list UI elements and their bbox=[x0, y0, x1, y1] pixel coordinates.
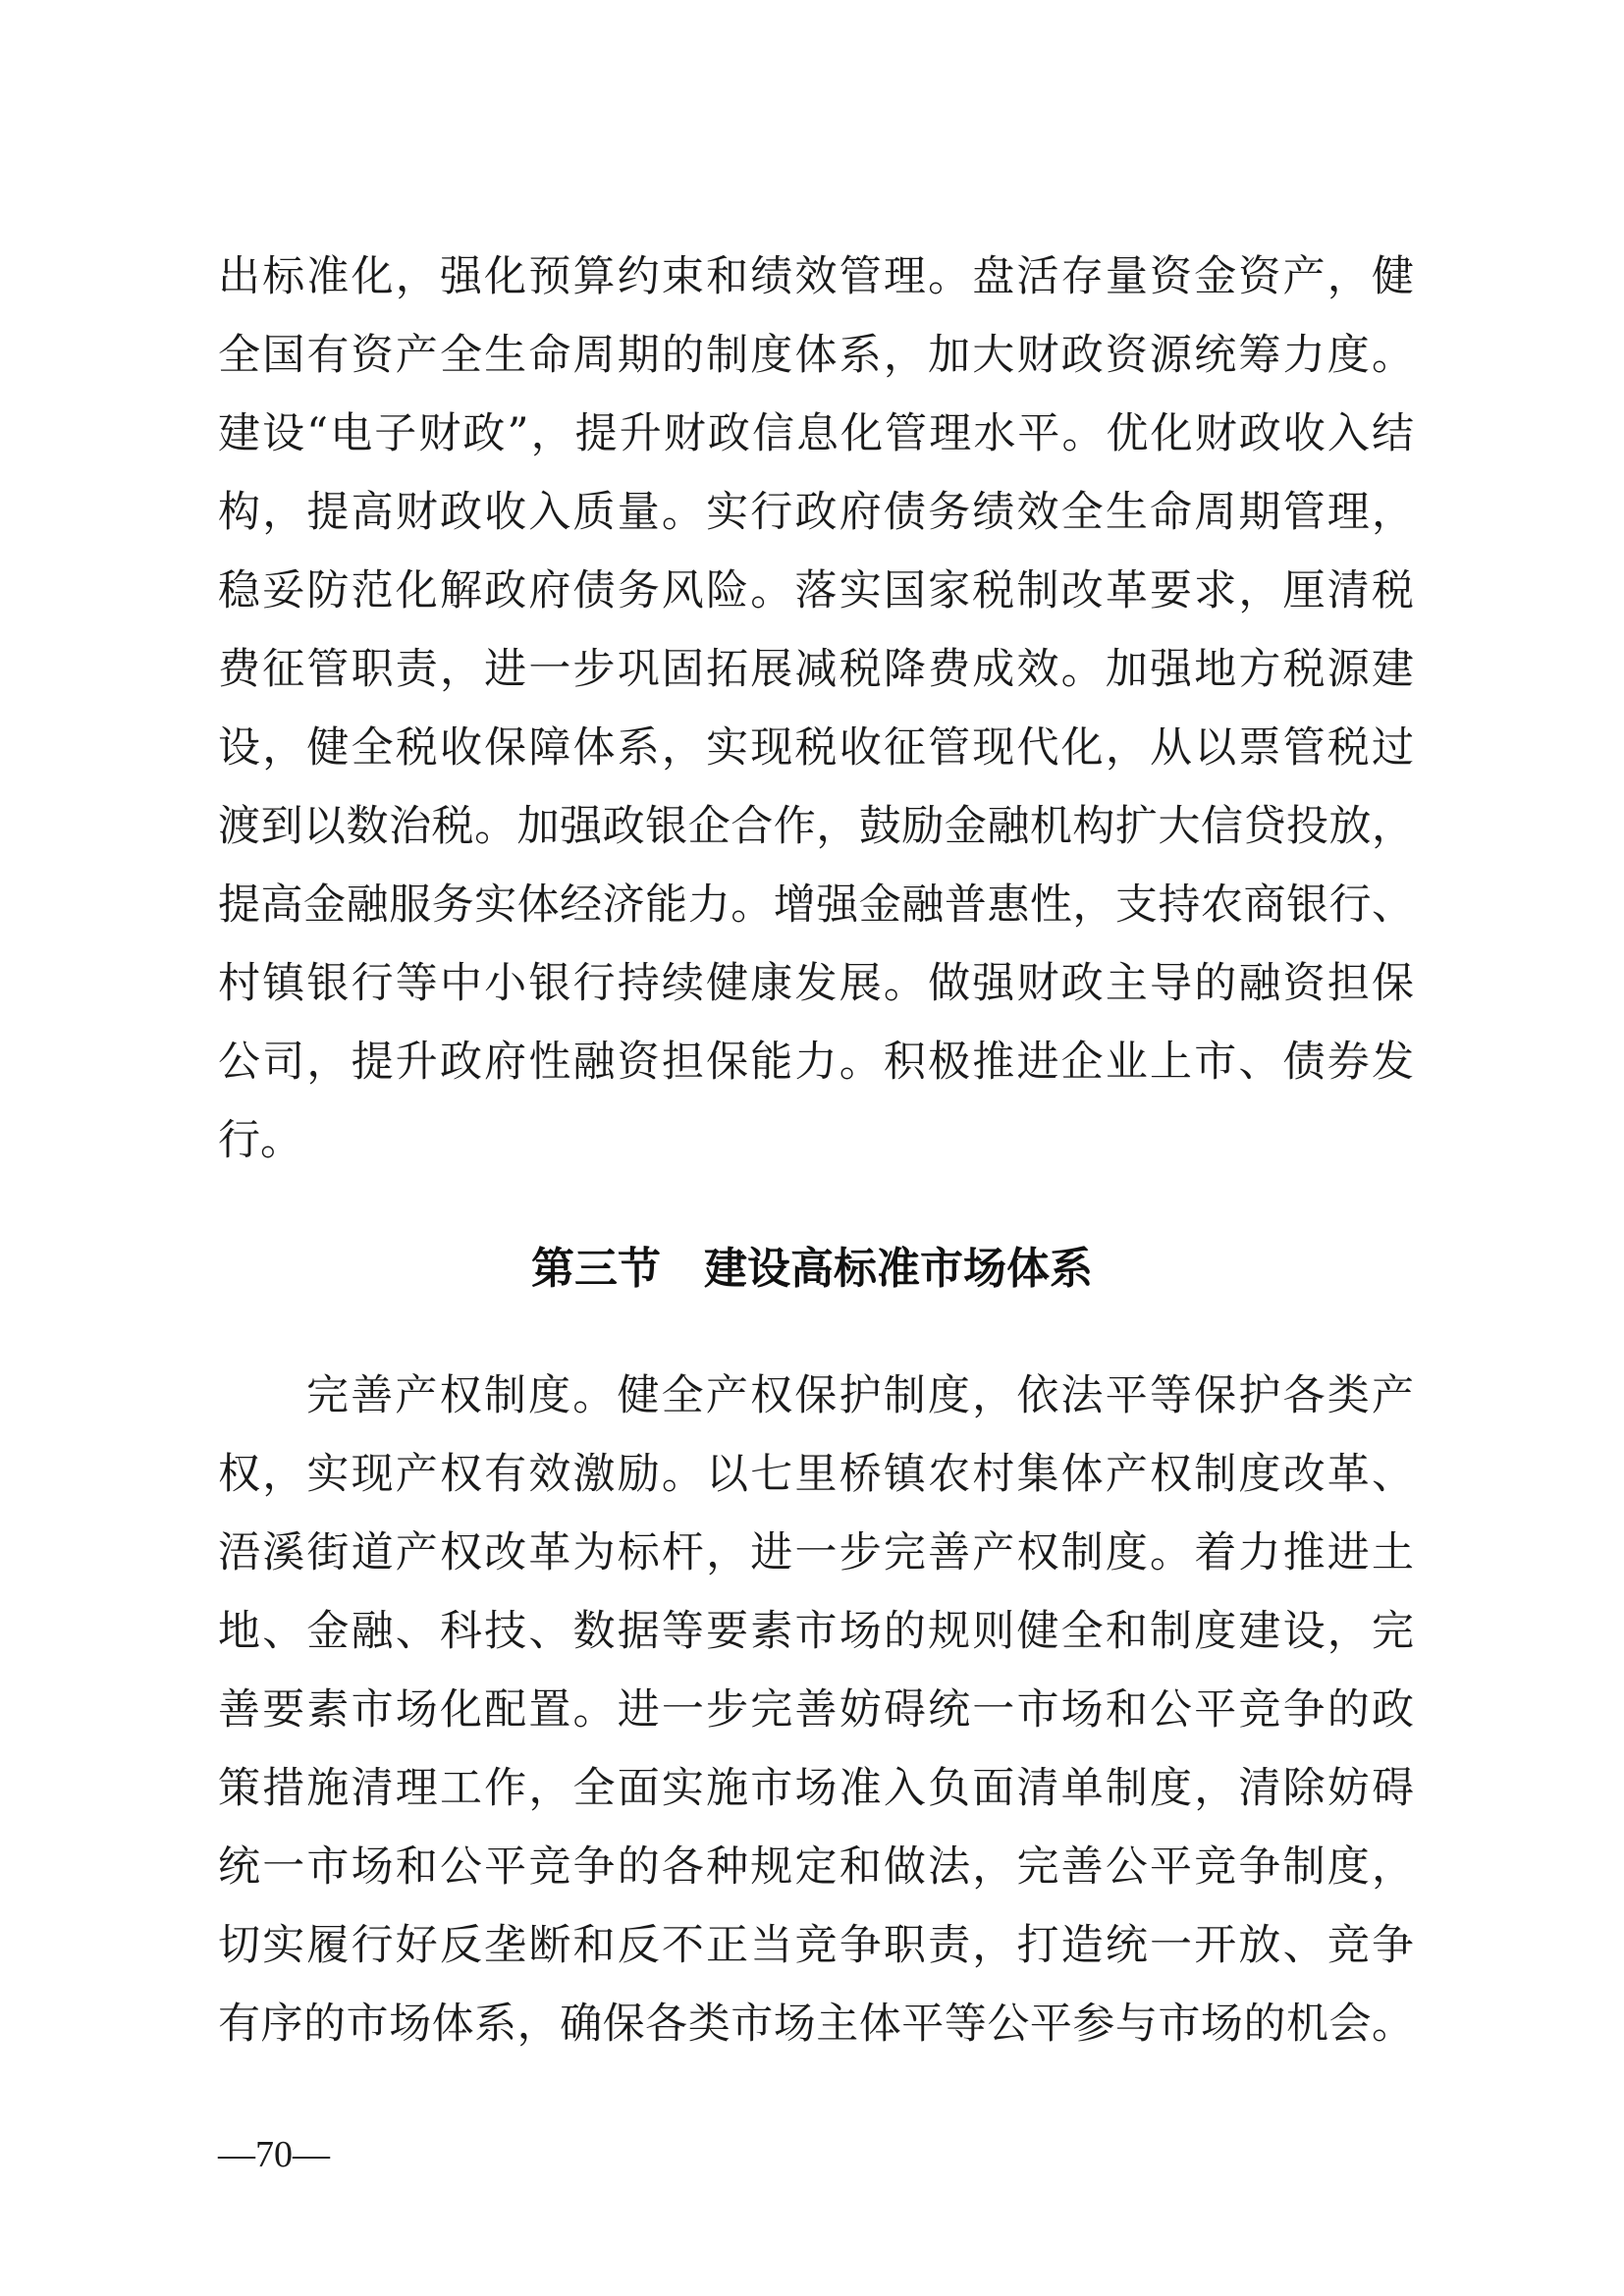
text-line: 完善产权制度。健全产权保护制度，依法平等保护各类产 bbox=[306, 1371, 1414, 1420]
text-line: 策措施清理工作，全面实施市场准入负面清单制度，清除妨碍 bbox=[218, 1764, 1414, 1813]
text-line: 全国有资产全生命周期的制度体系，加大财政资源统筹力度。 bbox=[218, 331, 1414, 380]
text-line: 善要素市场化配置。进一步完善妨碍统一市场和公平竞争的政 bbox=[218, 1685, 1414, 1735]
text-line: 构，提高财政收入质量。实行政府债务绩效全生命周期管理， bbox=[218, 488, 1414, 537]
text-line: 行。 bbox=[218, 1116, 302, 1165]
text-line: 费征管职责，进一步巩固拓展减税降费成效。加强地方税源建 bbox=[218, 645, 1414, 694]
text-line: 建设“电子财政”，提升财政信息化管理水平。优化财政收入结 bbox=[218, 409, 1414, 458]
text-line: 村镇银行等中小银行持续健康发展。做强财政主导的融资担保 bbox=[218, 959, 1414, 1008]
text-line: 统一市场和公平竞争的各种规定和做法，完善公平竞争制度， bbox=[218, 1842, 1414, 1892]
text-line: 渡到以数治税。加强政银企合作，鼓励金融机构扩大信贷投放， bbox=[218, 802, 1414, 851]
text-line: 公司，提升政府性融资担保能力。积极推进企业上市、债券发 bbox=[218, 1038, 1414, 1087]
text-line: 权，实现产权有效激励。以七里桥镇农村集体产权制度改革、 bbox=[218, 1450, 1414, 1499]
text-line: 切实履行好反垄断和反不正当竞争职责，打造统一开放、竞争 bbox=[218, 1921, 1414, 1970]
section-heading: 第三节 建设高标准市场体系 bbox=[531, 1244, 1093, 1294]
page-number: —70— bbox=[218, 2134, 330, 2175]
text-line: 提高金融服务实体经济能力。增强金融普惠性，支持农商银行、 bbox=[218, 881, 1414, 930]
text-line: 地、金融、科技、数据等要素市场的规则健全和制度建设，完 bbox=[218, 1607, 1414, 1656]
text-line: 稳妥防范化解政府债务风险。落实国家税制改革要求，厘清税 bbox=[218, 566, 1414, 615]
text-line: 出标准化，强化预算约束和绩效管理。盘活存量资金资产，健 bbox=[218, 252, 1414, 301]
text-line: 有序的市场体系，确保各类市场主体平等公平参与市场的机会。 bbox=[218, 2000, 1414, 2049]
text-line: 浯溪街道产权改革为标杆，进一步完善产权制度。着力推进土 bbox=[218, 1528, 1414, 1577]
text-line: 设，健全税收保障体系，实现税收征管现代化，从以票管税过 bbox=[218, 723, 1414, 773]
